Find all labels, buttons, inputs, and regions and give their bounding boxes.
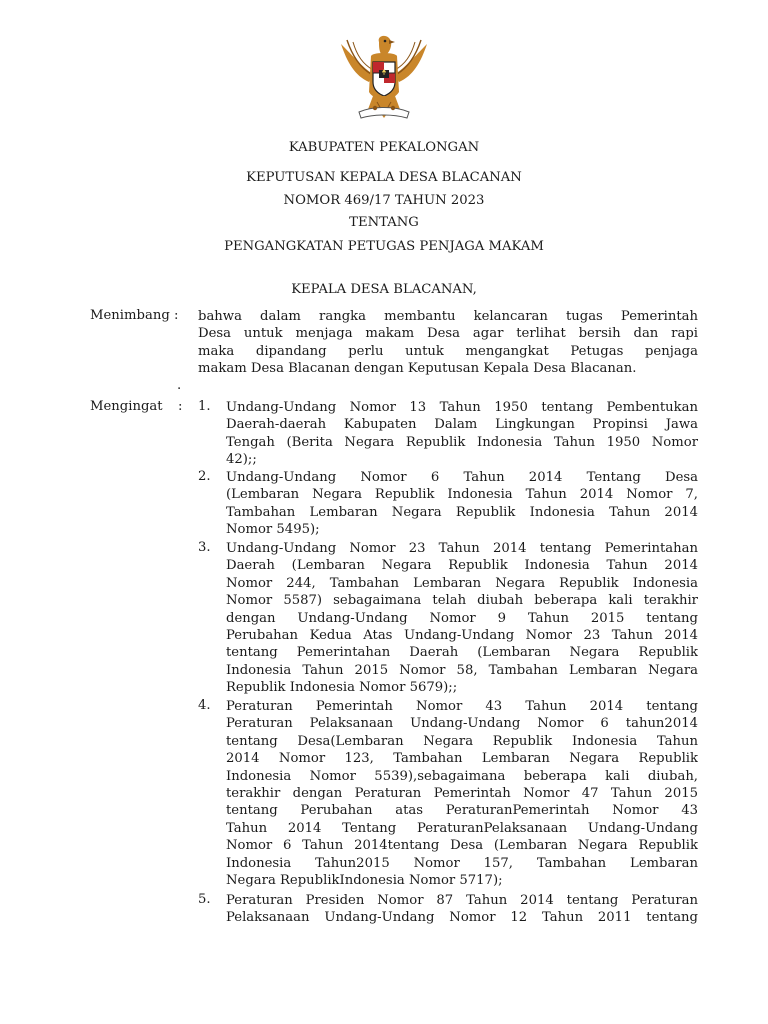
item-line: Peraturan Pemerintah Nomor 43 Tahun 2014 tentang <box>226 699 698 714</box>
item-line: Daerah (Lembaran Negara Republik Indonesia Tahun 2014 <box>226 558 698 574</box>
item-line: Indonesia Nomor 5539),sebagaimana beberapa kali diubah, <box>226 768 698 784</box>
item-line: Indonesia Tahun 2015 Nomor 58, Tambahan Lembaran Negara <box>226 662 698 678</box>
item-line: Nomor 5587) sebagaimana telah diubah beberapa kali terakhir <box>226 593 698 609</box>
item-line: Tengah (Berita Negara Republik Indonesia Tahun 1950 Nomor <box>226 434 698 450</box>
list-item <box>226 469 698 539</box>
item-line: Pelaksanaan Undang-Undang Nomor 12 Tahun 2011 tentang <box>226 910 698 926</box>
decree-number: NOMOR 469/17 TAHUN 2023 <box>283 193 485 208</box>
item-line: Undang-Undang Nomor 13 Tahun 1950 tentang Pembentukan <box>226 400 698 415</box>
menimbang-line: maka dipandang perlu untuk mengangkat Petugas penjaga <box>198 343 698 359</box>
menimbang-label: Menimbang : <box>90 308 179 323</box>
item-line: dengan Undang-Undang Nomor 9 Tahun 2015 tentang <box>226 610 698 626</box>
mengingat-colon: : <box>178 399 183 414</box>
item-number: 2. <box>198 469 211 484</box>
item-line: 42);; <box>226 452 257 468</box>
item-number: 1. <box>198 399 211 414</box>
item-line: 2014 Nomor 123, Tambahan Lembaran Negara Republik <box>226 751 698 767</box>
item-line: terakhir dengan Peraturan Pemerintah Nomor 47 Tahun 2015 <box>226 785 698 801</box>
item-line: Daerah-daerah Kabupaten Dalam Lingkungan Propinsi Jawa <box>226 417 698 433</box>
item-line: Nomor 5495); <box>226 522 320 538</box>
list-item <box>226 698 698 889</box>
item-line: Tambahan Lembaran Negara Republik Indonesia Tahun 2014 <box>226 504 698 520</box>
item-number: 3. <box>198 540 211 555</box>
item-line: Indonesia Tahun2015 Nomor 157, Tambahan Lembaran <box>226 855 698 871</box>
item-line: Nomor 6 Tahun 2014tentang Desa (Lembaran Negara Republik <box>226 838 698 854</box>
list-item <box>226 540 698 697</box>
decree-subject: PENGANGKATAN PETUGAS PENJAGA MAKAM <box>224 239 544 254</box>
item-line: Peraturan Pelaksanaan Undang-Undang Nomor 6 tahun2014 <box>226 716 698 732</box>
regency-heading: KABUPATEN PEKALONGAN <box>288 140 480 155</box>
item-line: Peraturan Presiden Nomor 87 Tahun 2014 tentang Peraturan <box>226 893 698 908</box>
menimbang-paragraph <box>198 308 698 378</box>
menimbang-line: makam Desa Blacanan dengan Keputusan Kepala Desa Blacanan. <box>198 361 637 377</box>
item-line: Undang-Undang Nomor 23 Tahun 2014 tentang Pemerintahan <box>226 541 698 556</box>
item-line: Undang-Undang Nomor 6 Tahun 2014 Tentang Desa <box>226 470 698 485</box>
list-item <box>226 399 698 469</box>
menimbang-line: Desa untuk menjaga makam Desa agar terlihat bersih dan rapi <box>198 326 698 342</box>
item-line: tentang Perubahan atas PeraturanPemerintah Nomor 43 <box>226 803 698 819</box>
list-item <box>226 892 698 927</box>
item-line: Tahun 2014 Tentang PeraturanPelaksanaan Undang-Undang <box>226 820 698 836</box>
menimbang-line: bahwa dalam rangka membantu kelancaran tugas Pemerintah <box>198 309 698 324</box>
item-line: Nomor 244, Tambahan Lembaran Negara Republik Indonesia <box>226 575 698 591</box>
mengingat-label: Mengingat <box>90 399 163 414</box>
item-line: tentang Desa(Lembaran Negara Republik Indonesia Tahun <box>226 733 698 749</box>
garuda-emblem-icon <box>333 32 435 124</box>
item-number: 4. <box>198 698 211 713</box>
decree-title: KEPUTUSAN KEPALA DESA BLACANAN <box>246 170 522 185</box>
item-line: Negara RepublikIndonesia Nomor 5717); <box>226 872 503 888</box>
item-line: Perubahan Kedua Atas Undang-Undang Nomor 23 Tahun 2014 <box>226 627 698 643</box>
official-title: KEPALA DESA BLACANAN, <box>291 282 477 297</box>
about-heading: TENTANG <box>349 215 419 230</box>
item-line: (Lembaran Negara Republik Indonesia Tahun 2014 Nomor 7, <box>226 487 698 503</box>
item-line: Republik Indonesia Nomor 5679);; <box>226 680 458 696</box>
stray-dot: . <box>177 378 182 393</box>
item-number: 5. <box>198 892 211 907</box>
item-line: tentang Pemerintahan Daerah (Lembaran Negara Republik <box>226 645 698 661</box>
